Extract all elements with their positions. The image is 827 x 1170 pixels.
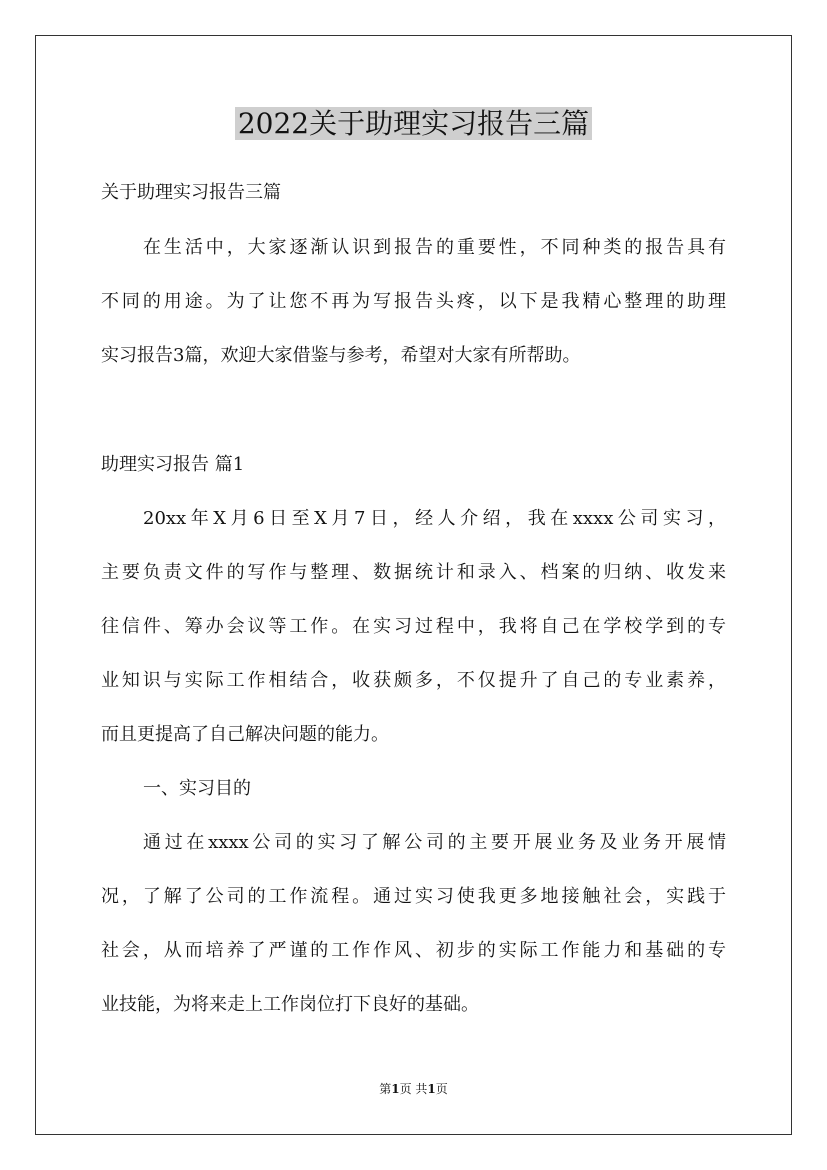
para2-line-4: 业技能，为将来走上工作岗位打下良好的基础。 bbox=[101, 994, 479, 1015]
title-text: 2022关于助理实习报告三篇 bbox=[235, 107, 592, 140]
intro-line-1: 在生活中，大家逐渐认识到报告的重要性，不同种类的报告具有 bbox=[143, 237, 726, 258]
footer-prefix: 第 bbox=[379, 1082, 392, 1096]
intro-line-2: 不同的用途。为了让您不再为写报告头疼，以下是我精心整理的助理 bbox=[101, 291, 726, 312]
footer-suffix: 页 bbox=[435, 1082, 448, 1096]
subheading: 一、实习目的 bbox=[143, 778, 251, 799]
para1-line-1: 20xx年X月6日至X月7日，经人介绍，我在xxxx公司实习， bbox=[143, 508, 726, 529]
subtitle: 关于助理实习报告三篇 bbox=[101, 182, 281, 203]
para1-line-4: 业知识与实际工作相结合，收获颇多，不仅提升了自己的专业素养， bbox=[101, 670, 726, 691]
intro-line-3: 实习报告3篇，欢迎大家借鉴与参考，希望对大家有所帮助。 bbox=[101, 345, 581, 366]
document-title bbox=[0, 104, 827, 144]
footer-mid: 页 共 bbox=[399, 1082, 428, 1096]
para2-line-1: 通过在xxxx公司的实习了解公司的主要开展业务及业务开展情 bbox=[143, 832, 726, 853]
para1-line-2: 主要负责文件的写作与整理、数据统计和录入、档案的归纳、收发来 bbox=[101, 562, 726, 583]
para1-line-5: 而且更提高了自己解决问题的能力。 bbox=[101, 724, 389, 745]
para2-line-2: 况，了解了公司的工作流程。通过实习使我更多地接触社会，实践于 bbox=[101, 886, 726, 907]
para1-line-3: 往信件、筹办会议等工作。在实习过程中，我将自己在学校学到的专 bbox=[101, 616, 726, 637]
footer-current-page: 1 bbox=[391, 1082, 400, 1096]
section-heading: 助理实习报告 篇1 bbox=[101, 454, 245, 475]
footer-total-pages: 1 bbox=[427, 1082, 436, 1096]
page-footer bbox=[0, 1081, 827, 1097]
para2-line-3: 社会，从而培养了严谨的工作作风、初步的实际工作能力和基础的专 bbox=[101, 940, 726, 961]
